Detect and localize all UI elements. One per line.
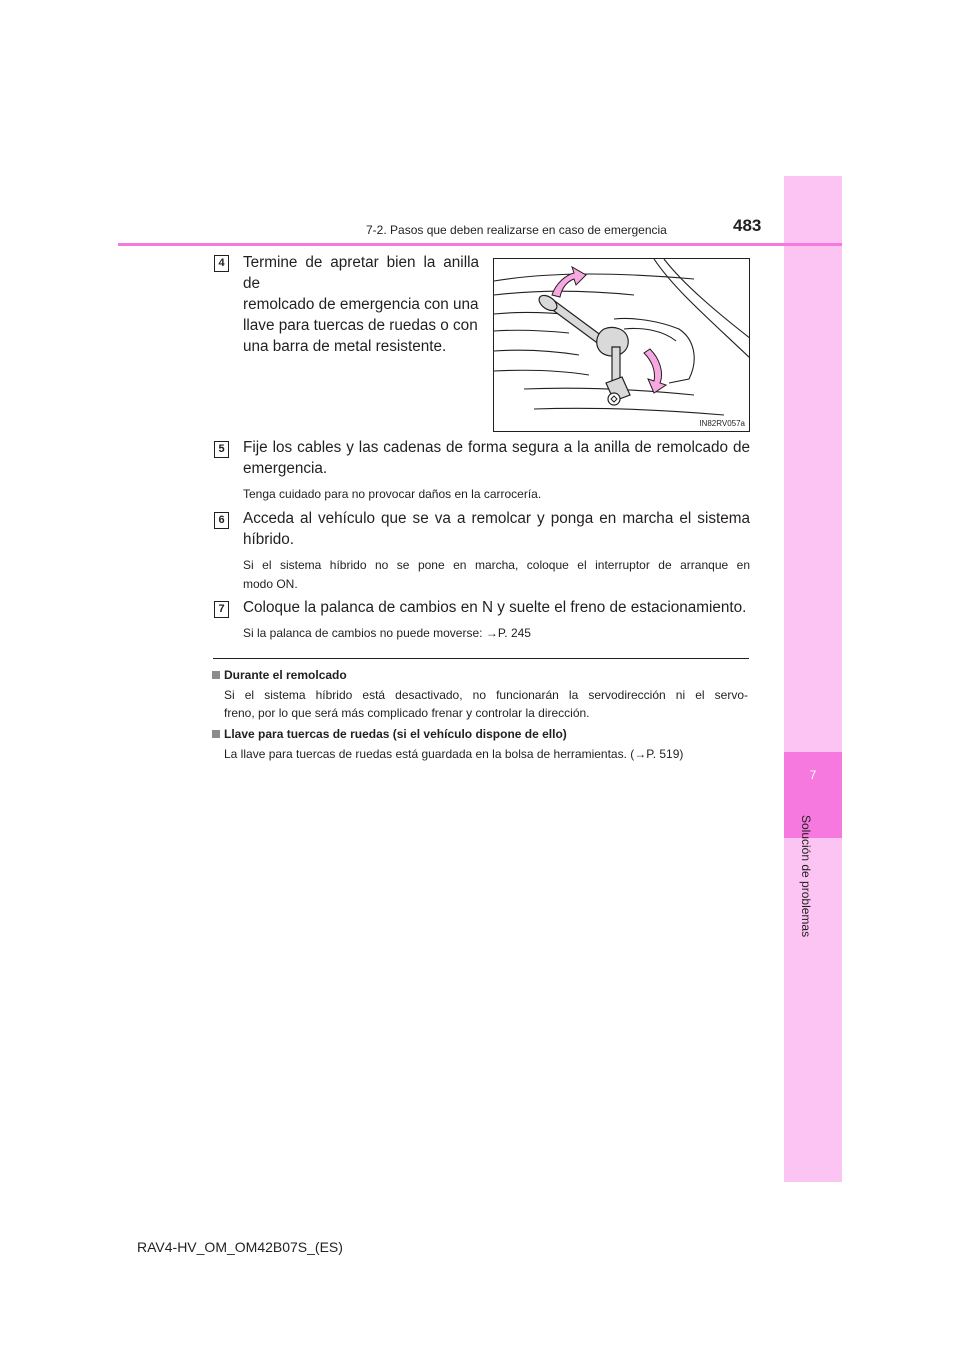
step-6-text xyxy=(243,508,750,550)
figure-label: IN82RV057a xyxy=(699,419,745,428)
step-note xyxy=(243,556,750,594)
header-rule xyxy=(118,243,842,246)
step-4-text xyxy=(243,252,479,357)
info-line: freno, por lo que será más complicado frenar y controlar la dirección. xyxy=(224,706,590,720)
step-line: Acceda al vehículo que se va a remolcar y ponga en marcha el sistema xyxy=(243,510,750,527)
info-line: La llave para tuercas de ruedas está guardada en la bolsa de herramientas. (→P. 519) xyxy=(224,747,684,761)
info-body xyxy=(224,745,748,763)
square-bullet-icon xyxy=(212,671,220,679)
chapter-number: 7 xyxy=(809,768,817,782)
step-line: una barra de metal resistente. xyxy=(243,338,447,355)
step-note: Si la palanca de cambios no puede moverse: →P. 245 xyxy=(243,626,531,640)
square-bullet-icon xyxy=(212,730,220,738)
info-line: Si el sistema híbrido está desactivado, no funcionarán la servodirección ni el servo- xyxy=(224,688,748,702)
page-number: 483 xyxy=(733,216,762,235)
info-title-text: Llave para tuercas de ruedas (si el vehículo dispone de ello) xyxy=(224,727,567,741)
chapter-sidebar xyxy=(784,176,842,1182)
info-body xyxy=(224,686,748,722)
step-5-text xyxy=(243,437,750,479)
note-line: Si el sistema híbrido no se pone en marcha, coloque el interruptor de arranque en xyxy=(243,558,750,572)
step-line: llave para tuercas de ruedas o con xyxy=(243,317,478,334)
step-number-badge: 5 xyxy=(214,441,229,458)
step-line: Termine de apretar bien la anilla de xyxy=(243,254,479,292)
step-line: emergencia. xyxy=(243,460,328,477)
wrench-shape xyxy=(536,292,630,401)
step-number-badge: 4 xyxy=(214,255,229,272)
info-title xyxy=(212,668,347,682)
info-title-text: Durante el remolcado xyxy=(224,668,347,682)
model-code: RAV4-HV_OM_OM42B07S_(ES) xyxy=(137,1239,343,1255)
step-line: híbrido. xyxy=(243,531,295,548)
section-title: 7-2. Pasos que deben realizarse en caso de emergencia xyxy=(366,223,667,237)
step-note: Tenga cuidado para no provocar daños en la carrocería. xyxy=(243,487,542,501)
tow-eye-wrench-illustration xyxy=(493,258,750,432)
chapter-title: Solución de problemas xyxy=(799,815,813,938)
section-divider xyxy=(213,658,749,659)
step-line: remolcado de emergencia con una xyxy=(243,296,479,313)
step-number-badge: 6 xyxy=(214,512,229,529)
info-title xyxy=(212,727,567,741)
wrench-drawing xyxy=(494,259,750,432)
step-7-text xyxy=(243,597,753,618)
chapter-tab xyxy=(784,752,842,838)
note-line: modo ON. xyxy=(243,577,298,591)
step-line: Fije los cables y las cadenas de forma segura a la anilla de remolcado de xyxy=(243,439,750,456)
step-line: Coloque la palanca de cambios en N y suelte el freno de estacionamiento. xyxy=(243,599,747,616)
step-number-badge: 7 xyxy=(214,601,229,618)
